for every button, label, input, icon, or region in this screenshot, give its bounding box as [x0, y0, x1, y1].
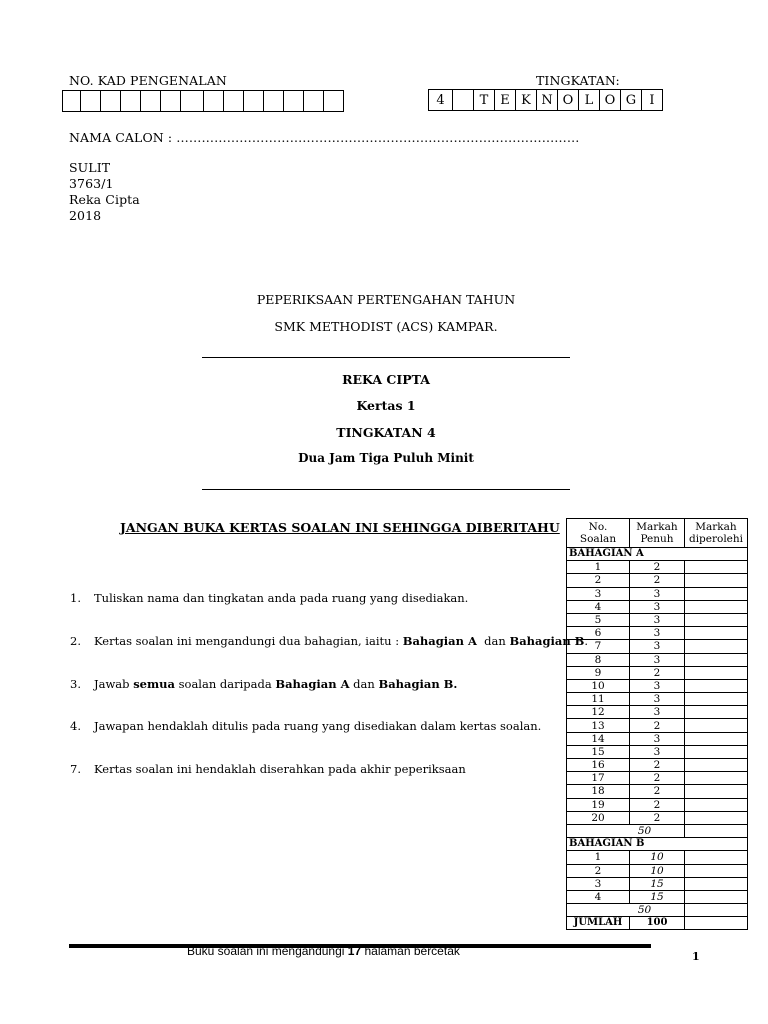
full-marks: 3 — [630, 693, 685, 706]
subject-title: REKA CIPTA — [342, 372, 430, 387]
page-number: 1 — [692, 950, 700, 963]
question-number: 5 — [567, 613, 630, 626]
marks-obtained[interactable] — [685, 890, 748, 903]
marks-obtained[interactable] — [685, 627, 748, 640]
table-row — [567, 679, 748, 692]
school-name: SMK METHODIST (ACS) KAMPAR. — [274, 319, 498, 334]
question-number: 9 — [567, 666, 630, 679]
full-marks: 10 — [630, 851, 685, 864]
table-row — [567, 785, 748, 798]
form-char-box: G — [621, 90, 642, 110]
id-digit-box[interactable] — [324, 91, 344, 111]
table-row — [567, 851, 748, 864]
table-row — [567, 561, 748, 574]
question-number: 18 — [567, 785, 630, 798]
instruction-text: Tuliskan nama dan tingkatan anda pada ruang yang disediakan. — [94, 591, 469, 605]
form-char-box: K — [516, 90, 537, 110]
question-number: 2 — [567, 574, 630, 587]
table-row — [567, 719, 748, 732]
full-marks: 2 — [630, 666, 685, 679]
table-row — [567, 732, 748, 745]
question-number: 16 — [567, 759, 630, 772]
marks-obtained[interactable] — [685, 719, 748, 732]
marks-obtained[interactable] — [685, 904, 748, 917]
marks-obtained[interactable] — [685, 759, 748, 772]
marks-obtained[interactable] — [685, 561, 748, 574]
question-number: 19 — [567, 798, 630, 811]
id-digit-box[interactable] — [304, 91, 324, 111]
id-digit-box[interactable] — [121, 91, 141, 111]
total-label: JUMLAH — [567, 917, 630, 930]
total-value: 100 — [630, 917, 685, 930]
table-row — [567, 574, 748, 587]
year: 2018 — [69, 208, 102, 223]
table-row — [567, 798, 748, 811]
id-digit-box[interactable] — [63, 91, 81, 111]
question-number: 1 — [567, 561, 630, 574]
full-marks: 15 — [630, 890, 685, 903]
instruction-number: 4. — [70, 719, 81, 733]
full-marks: 2 — [630, 798, 685, 811]
question-number: 8 — [567, 653, 630, 666]
candidate-name-line: NAMA CALON : …………………………………………………………………………………… — [69, 130, 580, 145]
exam-title: PEPERIKSAAN PERTENGAHAN TAHUN — [256, 292, 516, 307]
section-b-total: 50 — [567, 904, 685, 917]
total-row — [567, 917, 748, 930]
question-number: 3 — [567, 587, 630, 600]
marks-obtained[interactable] — [685, 864, 748, 877]
question-number: 6 — [567, 627, 630, 640]
header-question-no: No. Soalan — [567, 519, 630, 548]
full-marks: 3 — [630, 640, 685, 653]
id-digit-box[interactable] — [101, 91, 121, 111]
marks-obtained[interactable] — [685, 693, 748, 706]
form-label: TINGKATAN: — [536, 73, 620, 88]
subtotal-row — [567, 824, 748, 837]
table-row — [567, 877, 748, 890]
duration: Dua Jam Tiga Puluh Minit — [298, 451, 474, 465]
form-char-box: O — [558, 90, 579, 110]
question-number: 17 — [567, 772, 630, 785]
full-marks: 3 — [630, 745, 685, 758]
divider-bottom — [202, 489, 570, 490]
marks-obtained[interactable] — [685, 666, 748, 679]
full-marks: 15 — [630, 877, 685, 890]
marks-obtained[interactable] — [685, 772, 748, 785]
instruction-text: Kertas soalan ini mengandungi dua bahagian, iaitu : Bahagian A dan Bahagian B. — [94, 634, 589, 648]
marks-table-header — [567, 519, 748, 548]
question-number: 4 — [567, 890, 630, 903]
question-number: 10 — [567, 679, 630, 692]
id-digit-box[interactable] — [284, 91, 304, 111]
marks-obtained[interactable] — [685, 706, 748, 719]
paper-code: 3763/1 — [69, 176, 114, 191]
instruction-number: 2. — [70, 634, 81, 648]
id-digit-box[interactable] — [264, 91, 284, 111]
subject-name: Reka Cipta — [69, 192, 140, 207]
marks-obtained[interactable] — [685, 877, 748, 890]
full-marks: 2 — [630, 785, 685, 798]
instruction-text: Kertas soalan ini hendaklah diserahkan pada akhir peperiksaan — [94, 762, 466, 776]
sulit-label: SULIT — [69, 160, 111, 175]
divider-top — [202, 357, 570, 358]
question-number: 12 — [567, 706, 630, 719]
question-number: 3 — [567, 877, 630, 890]
marks-obtained[interactable] — [685, 574, 748, 587]
header-marks-obtained: Markah diperolehi — [685, 519, 748, 548]
section-a-total: 50 — [567, 824, 685, 837]
section-row — [567, 548, 748, 561]
form-title: TINGKATAN 4 — [336, 425, 436, 440]
marks-obtained[interactable] — [685, 679, 748, 692]
marks-obtained[interactable] — [685, 745, 748, 758]
full-marks: 3 — [630, 706, 685, 719]
table-row — [567, 640, 748, 653]
full-marks: 3 — [630, 600, 685, 613]
form-char-box: L — [579, 90, 600, 110]
question-number: 20 — [567, 811, 630, 824]
full-marks: 3 — [630, 627, 685, 640]
id-digit-box[interactable] — [244, 91, 264, 111]
marks-table — [566, 518, 748, 930]
question-number: 13 — [567, 719, 630, 732]
form-char-box: E — [495, 90, 516, 110]
id-digit-box[interactable] — [181, 91, 204, 111]
full-marks: 2 — [630, 574, 685, 587]
question-number: 1 — [567, 851, 630, 864]
marks-obtained[interactable] — [685, 613, 748, 626]
instruction-number: 3. — [70, 677, 81, 691]
instruction-text: Jawapan hendaklah ditulis pada ruang yang disediakan dalam kertas soalan. — [94, 719, 542, 733]
question-number: 11 — [567, 693, 630, 706]
table-row — [567, 666, 748, 679]
form-char-box: N — [537, 90, 558, 110]
section-a-label: BAHAGIAN A — [567, 548, 748, 561]
table-row — [567, 653, 748, 666]
full-marks: 2 — [630, 811, 685, 824]
id-digit-box[interactable] — [204, 91, 224, 111]
full-marks: 2 — [630, 561, 685, 574]
table-row — [567, 772, 748, 785]
full-marks: 2 — [630, 719, 685, 732]
marks-obtained[interactable] — [685, 732, 748, 745]
header-full-marks: Markah Penuh — [630, 519, 685, 548]
question-number: 7 — [567, 640, 630, 653]
footer-page-count: Buku soalan ini mengandungi 17 halaman bercetak — [187, 944, 460, 958]
marks-obtained[interactable] — [685, 587, 748, 600]
id-digit-box[interactable] — [141, 91, 161, 111]
marks-obtained[interactable] — [685, 811, 748, 824]
table-row — [567, 693, 748, 706]
full-marks: 2 — [630, 772, 685, 785]
id-digit-box[interactable] — [81, 91, 101, 111]
form-boxes — [428, 89, 663, 111]
table-row — [567, 864, 748, 877]
table-row — [567, 613, 748, 626]
table-row — [567, 627, 748, 640]
full-marks: 3 — [630, 613, 685, 626]
full-marks: 3 — [630, 653, 685, 666]
question-number: 2 — [567, 864, 630, 877]
marks-obtained[interactable] — [685, 653, 748, 666]
section-b-label: BAHAGIAN B — [567, 838, 748, 851]
question-number: 14 — [567, 732, 630, 745]
instruction-number: 1. — [70, 591, 81, 605]
form-char-box: T — [474, 90, 495, 110]
id-number-boxes[interactable] — [62, 90, 344, 112]
total-obtained[interactable] — [685, 917, 748, 930]
marks-obtained[interactable] — [685, 824, 748, 837]
instruction-number: 7. — [70, 762, 81, 776]
subtotal-row — [567, 904, 748, 917]
full-marks: 2 — [630, 759, 685, 772]
full-marks: 3 — [630, 587, 685, 600]
marks-obtained[interactable] — [685, 640, 748, 653]
form-char-box — [453, 90, 474, 110]
marks-obtained[interactable] — [685, 798, 748, 811]
table-row — [567, 745, 748, 758]
form-char-box: 4 — [429, 90, 453, 110]
id-digit-box[interactable] — [224, 91, 244, 111]
table-row — [567, 600, 748, 613]
instruction-text: Jawab semua soalan daripada Bahagian A dan Bahagian B. — [94, 677, 458, 691]
table-row — [567, 890, 748, 903]
table-row — [567, 706, 748, 719]
paper-code-block — [69, 160, 140, 224]
marks-obtained[interactable] — [685, 785, 748, 798]
table-row — [567, 759, 748, 772]
table-row — [567, 811, 748, 824]
table-row — [567, 587, 748, 600]
marks-obtained[interactable] — [685, 600, 748, 613]
question-number: 15 — [567, 745, 630, 758]
marks-obtained[interactable] — [685, 851, 748, 864]
section-row — [567, 838, 748, 851]
full-marks: 3 — [630, 732, 685, 745]
full-marks: 3 — [630, 679, 685, 692]
form-char-box: I — [642, 90, 663, 110]
id-digit-box[interactable] — [161, 91, 181, 111]
paper-number: Kertas 1 — [356, 398, 416, 413]
warning-text: JANGAN BUKA KERTAS SOALAN INI SEHINGGA DIBERITAHU — [120, 520, 560, 535]
id-number-label: NO. KAD PENGENALAN — [69, 73, 227, 88]
full-marks: 10 — [630, 864, 685, 877]
question-number: 4 — [567, 600, 630, 613]
form-char-box: O — [600, 90, 621, 110]
